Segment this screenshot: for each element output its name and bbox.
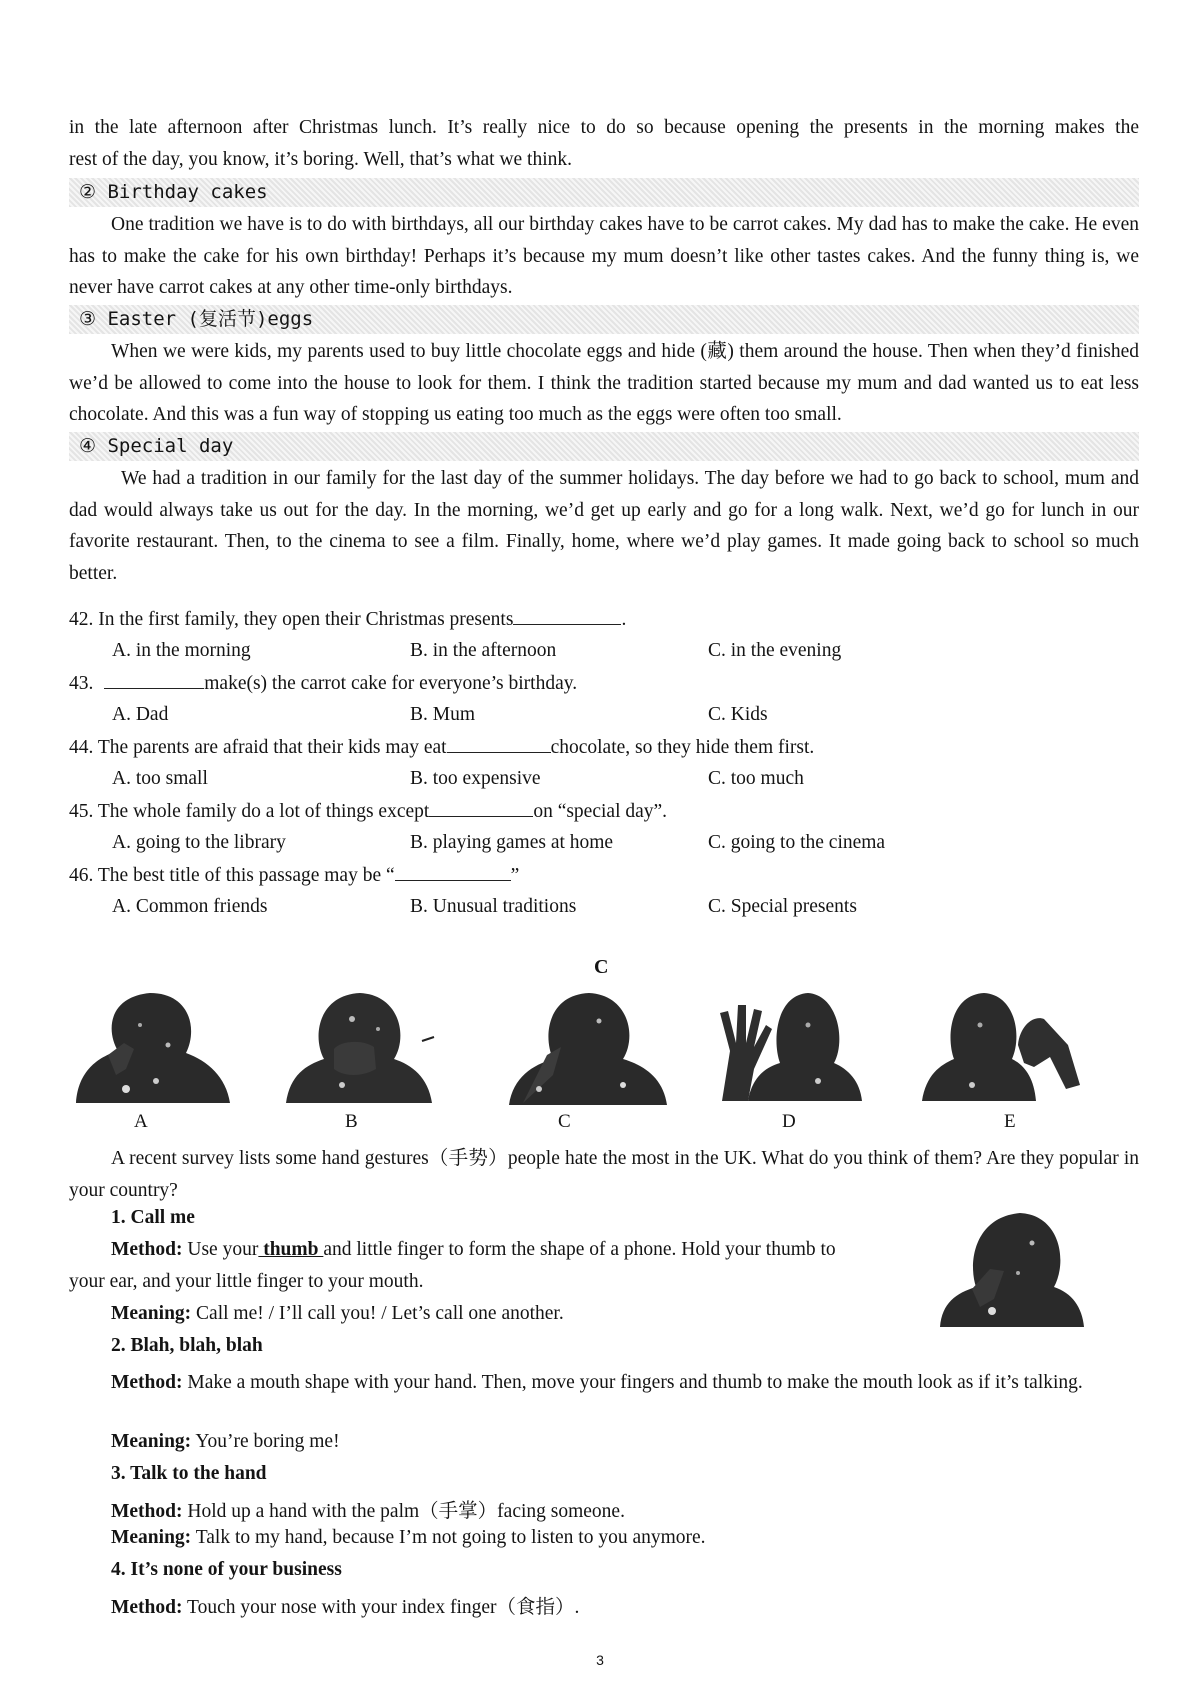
call-me-gesture-image <box>932 1203 1092 1331</box>
gesture-3-meaning: Meaning: Talk to my hand, because I’m not going to listen to you anymore. <box>111 1527 706 1548</box>
section-heading-birthday-cakes: ② Birthday cakes <box>69 178 1139 207</box>
option-42-c: C. in the evening <box>708 640 842 661</box>
gesture-figure-b <box>282 985 442 1105</box>
gesture-3-method: Method: Hold up a hand with the palm（手掌）facing someone. <box>111 1501 625 1522</box>
gesture-2-title: 2. Blah, blah, blah <box>111 1335 263 1356</box>
gesture-1-method-cont: your ear, and your little finger to your mouth. <box>69 1271 424 1292</box>
question-42: 42. In the first family, they open their Christmas presents . <box>69 609 627 630</box>
option-45-b: B. playing games at home <box>410 832 614 853</box>
figure-label-d: D <box>782 1111 796 1132</box>
gesture-1-title: 1. Call me <box>111 1207 195 1228</box>
passage-line: in the late afternoon after Christmas lunch. It’s really nice to do so because opening the presents in the morning makes the <box>69 117 1139 138</box>
gesture-figure-a <box>68 985 238 1105</box>
gesture-1-meaning: Meaning: Call me! / I’ll call you! / Let’s call one another. <box>111 1303 564 1324</box>
option-43-b: B. Mum <box>410 704 476 725</box>
gesture-2-method: Method: Make a mouth shape with your hand. Then, move your fingers and thumb to make the mouth look as if it’s talking. <box>111 1372 1083 1393</box>
gesture-figure-c <box>503 985 673 1107</box>
question-46: 46. The best title of this passage may be “ ” <box>69 865 520 886</box>
option-43-a: A. Dad <box>112 704 169 725</box>
gesture-figure-e <box>918 985 1088 1103</box>
figure-label-e: E <box>1004 1111 1016 1132</box>
question-44: 44. The parents are afraid that their kids may eat chocolate, so they hide them first. <box>69 737 815 758</box>
option-46-c: C. Special presents <box>708 896 857 917</box>
passage-line: rest of the day, you know, it’s boring. Well, that’s what we think. <box>69 149 573 170</box>
section-text-easter-eggs: When we were kids, my parents used to buy little chocolate eggs and hide (藏) them around the house. Then when they’d finished we’d be allowed to come into the house to look for them. I think the tradition started because my mum and dad wanted us to eat less chocolate. And this was a fun way of stopping us eating too much as the eggs were often too small. <box>69 341 1139 426</box>
option-44-b: B. too expensive <box>410 768 541 789</box>
option-45-a: A. going to the library <box>112 832 286 853</box>
gesture-4-method: Method: Touch your nose with your index finger（食指）. <box>111 1597 580 1618</box>
section-letter: C <box>594 956 609 978</box>
section-text-birthday-cakes: One tradition we have is to do with birthdays, all our birthday cakes have to be carrot cakes. My dad has to make the cake. He even has to make the cake for his own birthday! Perhaps it’s because my mum doesn’t like other tastes cakes. And the funny thing is, we never have carrot cakes at any other time-only birthdays. <box>69 214 1139 299</box>
gesture-4-title: 4. It’s none of your business <box>111 1559 342 1580</box>
option-44-a: A. too small <box>112 768 208 789</box>
question-43: 43. make(s) the carrot cake for everyone’s birthday. <box>69 673 578 694</box>
figure-label-c: C <box>558 1111 571 1132</box>
section-text-special-day: We had a tradition in our family for the last day of the summer holidays. The day before we had to go back to school, mum and dad would always take us out for the day. In the morning, we’d get up early and go for a long walk. Next, we’d go for lunch in our favorite restaurant. Then, to the cinema to see a film. Finally, home, where we’d play games. It made going back to school so much better. <box>69 468 1139 584</box>
gesture-2-meaning: Meaning: You’re boring me! <box>111 1431 340 1452</box>
gesture-3-title: 3. Talk to the hand <box>111 1463 267 1484</box>
option-42-b: B. in the afternoon <box>410 640 557 661</box>
gesture-1-method: Method: Use your thumb and little finger to form the shape of a phone. Hold your thumb to <box>111 1239 836 1260</box>
gestures-intro: A recent survey lists some hand gestures（手势）people hate the most in the UK. What do you think of them? Are they popular in your country? <box>69 1148 1139 1201</box>
option-42-a: A. in the morning <box>112 640 251 661</box>
section-heading-easter-eggs: ③ Easter (复活节)eggs <box>69 305 1139 334</box>
page-number: 3 <box>596 1652 604 1668</box>
option-43-c: C. Kids <box>708 704 768 725</box>
option-46-b: B. Unusual traditions <box>410 896 577 917</box>
option-44-c: C. too much <box>708 768 804 789</box>
section-heading-special-day: ④ Special day <box>69 432 1139 461</box>
figure-label-a: A <box>134 1111 148 1132</box>
option-45-c: C. going to the cinema <box>708 832 886 853</box>
option-46-a: A. Common friends <box>112 896 268 917</box>
figure-label-b: B <box>345 1111 358 1132</box>
question-45: 45. The whole family do a lot of things except on “special day”. <box>69 801 668 822</box>
gesture-figure-d <box>708 985 868 1103</box>
